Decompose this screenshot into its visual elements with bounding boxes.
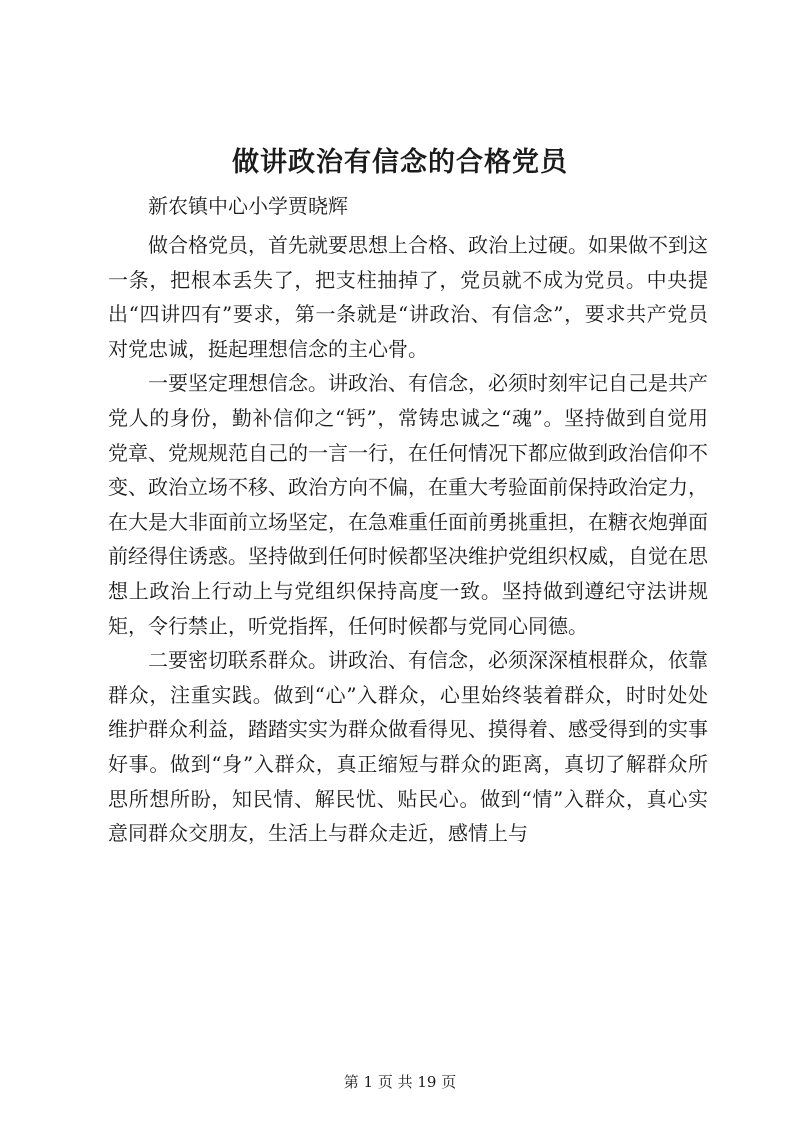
document-title: 做讲政治有信念的合格党员: [232, 147, 568, 178]
page-footer: 第 1 页 共 19 页: [343, 1073, 457, 1091]
paragraph-ideals: 一要坚定理想信念。讲政治、有信念，必须时刻牢记自己是共产党人的身份，勤补信仰之“钙”，常铸忠诚之“魂”。坚持做到自觉用党章、党规规范自己的一言一行，在任何情况下都应做到政治信仰不变、政治立场不移、政治方向不偏，在重大考验面前保持政治定力，在大是大非面前立场坚定，在急难重任面前勇挑重担，在糖衣炮弹面前经得住诱惑。坚持做到任何时候都坚决维护党组织权威，自觉在思想上政治上行动上与党组织保持高度一致。坚持做到遵纪守法讲规矩，令行禁止，听党指挥，任何时候都与党同心同德。: [108, 371, 708, 638]
document-body: [108, 228, 708, 851]
author-line: 新农镇中心小学贾晓辉: [148, 194, 348, 218]
paragraph-intro: 做合格党员，首先就要思想上合格、政治上过硬。如果做不到这一条，把根本丢失了，把支柱抽掉了，党员就不成为党员。中央提出“四讲四有”要求，第一条就是“讲政治、有信念”，要求共产党员对党忠诚，挺起理想信念的主心骨。: [108, 233, 708, 361]
paragraph-masses: 二要密切联系群众。讲政治、有信念，必须深深植根群众，依靠群众，注重实践。做到“心”入群众，心里始终装着群众，时时处处维护群众利益，踏踏实实为群众做看得见、摸得着、感受得到的实事好事。做到“身”入群众，真正缩短与群众的距离，真切了解群众所思所想所盼，知民情、解民忧、贴民心。做到“情”入群众，真心实意同群众交朋友，生活上与群众走近，感情上与: [108, 648, 708, 846]
